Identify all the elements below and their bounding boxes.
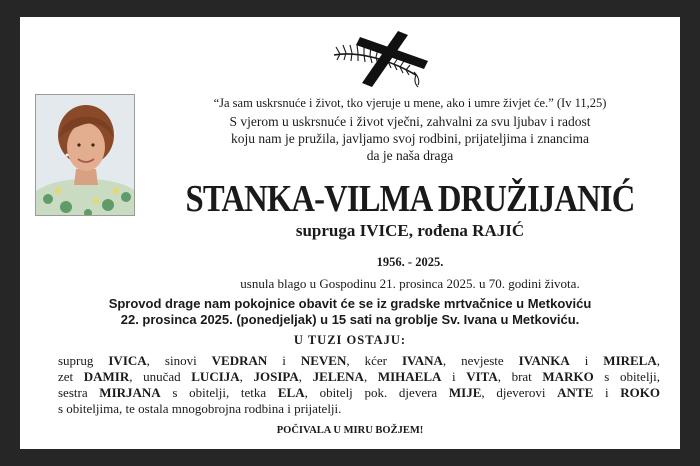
survivor-name: MIJE: [448, 385, 482, 400]
survivor-name: JELENA: [312, 369, 364, 384]
survivor-name: ROKO: [620, 385, 661, 400]
death-notice: usnula blago u Gospodinu 21. prosinca 2025. u 70. godini života.: [240, 276, 580, 291]
survivor-name: LUCIJA: [191, 369, 240, 384]
survivor-name: IVICA: [108, 353, 147, 368]
intro-text: [150, 113, 670, 164]
survivor-text: i: [267, 353, 301, 368]
survivor-text: , nevjeste: [442, 353, 519, 368]
bible-quote: “Ja sam uskrsnuće i život, tko vjeruje u mene, ako i umre živjet će.” (Iv 11,25): [213, 96, 607, 110]
survivor-name: IVANA: [401, 353, 443, 368]
deceased-photo: [35, 94, 135, 216]
survivor-text: ,: [239, 369, 254, 384]
obituary-card: [20, 17, 680, 449]
survivor-text: suprug: [58, 353, 109, 368]
survivor-name: IVANKA: [518, 353, 570, 368]
survivors-line: [58, 353, 660, 369]
survivor-text: , sinovi: [146, 353, 212, 368]
survivor-text: , obitelj pok. djevera: [304, 385, 449, 400]
survivors-list: [58, 353, 660, 417]
survivor-name: NEVEN: [300, 353, 347, 368]
intro-line: koju nam je pružila, javljamo svoj rodbini, prijateljima i znancima: [230, 131, 590, 146]
survivor-name: VEDRAN: [211, 353, 268, 368]
survivor-name: DAMIR: [83, 369, 130, 384]
survivor-name: MIHAELA: [377, 369, 442, 384]
survivor-text: s obiteljima, te ostala mnogobrojna rodbina i prijatelji.: [58, 401, 342, 416]
survivor-text: i: [441, 369, 467, 384]
intro-line: S vjerom u uskrsnuće i život vječni, zahvalni za svu ljubav i radost: [229, 114, 591, 129]
survivor-text: , unučad: [129, 369, 192, 384]
mourning-heading: U TUZI OSTAJU:: [293, 333, 407, 347]
survivors-line: [58, 369, 660, 385]
funeral-line: Sprovod drage nam pokojnice obavit će se iz gradske mrtvačnice u Metkoviću: [108, 296, 592, 311]
cross-with-palm-branch-icon: [328, 25, 428, 91]
survivor-name: JOSIPA: [253, 369, 299, 384]
intro-line: da je naša draga: [366, 148, 454, 163]
deceased-name: STANKA-VILMA DRUŽIJANIĆ: [185, 178, 635, 220]
survivor-text: ,: [656, 353, 660, 368]
survivor-text: , djeverovi: [481, 385, 558, 400]
spouse-line: supruga IVICE, rođena RAJIĆ: [295, 221, 525, 240]
survivor-text: , kćer: [346, 353, 402, 368]
survivor-text: s obitelji, tetka: [160, 385, 278, 400]
survivor-text: ,: [298, 369, 313, 384]
survivor-text: zet: [58, 369, 84, 384]
life-years: 1956. - 2025.: [376, 255, 444, 269]
survivor-text: i: [593, 385, 621, 400]
closing-line: POČIVALA U MIRU BOŽJEM!: [276, 425, 424, 436]
survivors-line: [58, 385, 660, 401]
survivor-text: sestra: [58, 385, 100, 400]
survivor-text: , brat: [497, 369, 543, 384]
funeral-info: [40, 296, 660, 328]
survivor-name: MARKO: [542, 369, 594, 384]
survivor-text: s obitelji,: [593, 369, 661, 384]
funeral-line: 22. prosinca 2025. (ponedjeljak) u 15 sati na groblje Sv. Ivana u Metkoviću.: [120, 312, 580, 327]
survivor-name: VITA: [466, 369, 498, 384]
survivor-name: ELA: [277, 385, 305, 400]
survivor-name: MIRJANA: [99, 385, 161, 400]
survivor-text: i: [569, 353, 604, 368]
survivor-name: ANTE: [557, 385, 594, 400]
survivor-name: MIRELA: [603, 353, 657, 368]
survivors-line: [58, 401, 660, 417]
survivor-text: ,: [363, 369, 378, 384]
